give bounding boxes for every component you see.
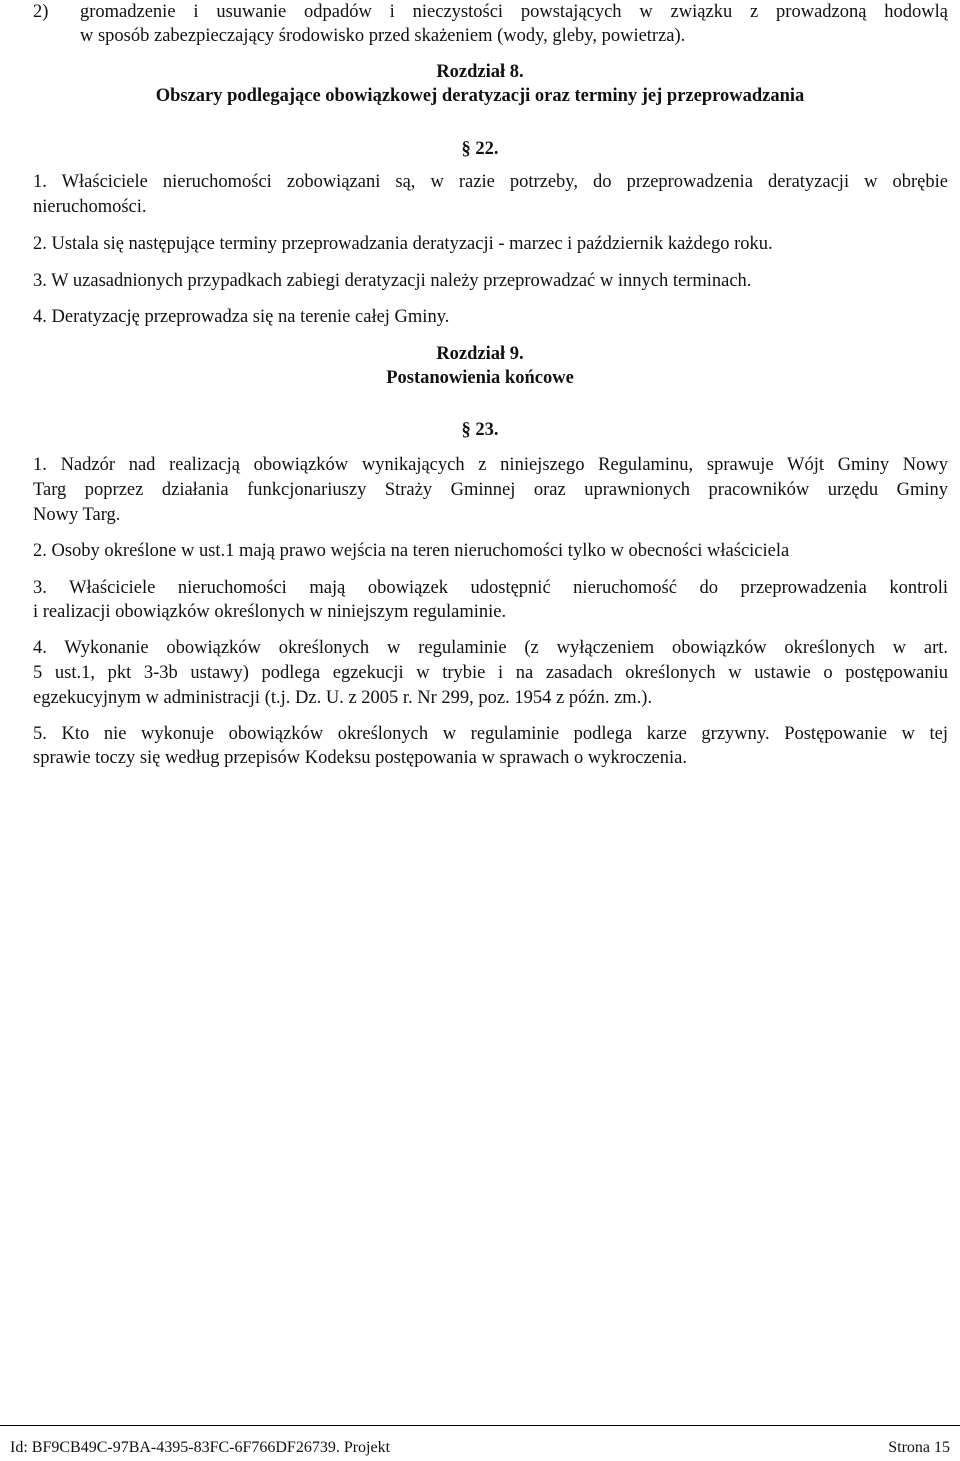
- ch9-p3-line1: 3. Właściciele nieruchomości mają obowiązek udostępnić nieruchomość do przeprowadzenia kontroli: [33, 578, 948, 598]
- chapter9-section: § 23.: [461, 420, 499, 440]
- chapter9-subtitle: Postanowienia końcowe: [386, 368, 574, 388]
- item2-line2: w sposób zabezpieczający środowisko przed skażeniem (wody, gleby, powietrza).: [80, 26, 686, 46]
- ch9-p1-line2: Targ poprzez działania funkcjonariuszy Straży Gminnej oraz uprawnionych pracowników urzędu Gminy: [33, 480, 948, 500]
- ch9-p1-line3: Nowy Targ.: [33, 505, 121, 525]
- ch8-p4: 4. Deratyzację przeprowadza się na terenie całej Gminy.: [33, 307, 450, 327]
- chapter8-subtitle: Obszary podlegające obowiązkowej deratyzacji oraz terminy jej przeprowadzania: [155, 86, 805, 106]
- chapter8-title: Rozdział 8.: [436, 62, 524, 82]
- footer-page-number: Strona 15: [888, 1439, 950, 1456]
- ch8-p2: 2. Ustala się następujące terminy przeprowadzania deratyzacji - marzec i październik każdego roku.: [33, 234, 773, 254]
- ch9-p4-line2: 5 ust.1, pkt 3-3b ustawy) podlega egzekucji w trybie i na zasadach określonych w ustawie o postępowaniu: [33, 663, 948, 683]
- ch8-p1-line1: 1. Właściciele nieruchomości zobowiązani są, w razie potrzeby, do przeprowadzenia deratyzacji w obrębie: [33, 172, 948, 192]
- item2-line1: gromadzenie i usuwanie odpadów i nieczystości powstających w związku z prowadzoną hodowlą: [80, 2, 948, 22]
- ch9-p2: 2. Osoby określone w ust.1 mają prawo wejścia na teren nieruchomości tylko w obecności właściciela: [33, 541, 790, 561]
- chapter8-section: § 22.: [461, 139, 499, 159]
- footer-document-id: Id: BF9CB49C-97BA-4395-83FC-6F766DF26739. Projekt: [10, 1439, 391, 1456]
- footer-rule: [0, 1425, 960, 1426]
- ch8-p3: 3. W uzasadnionych przypadkach zabiegi deratyzacji należy przeprowadzać w innych terminach.: [33, 271, 752, 291]
- list-marker: 2): [33, 2, 49, 22]
- ch9-p1-line1: 1. Nadzór nad realizacją obowiązków wynikających z niniejszego Regulaminu, sprawuje Wójt Gminy Nowy: [33, 455, 948, 475]
- chapter9-title: Rozdział 9.: [436, 344, 524, 364]
- ch8-p1-line2: nieruchomości.: [33, 197, 147, 217]
- ch9-p5-line1: 5. Kto nie wykonuje obowiązków określonych w regulaminie podlega karze grzywny. Postępowanie w tej: [33, 724, 948, 744]
- ch9-p4-line3: egzekucyjnym w administracji (t.j. Dz. U. z 2005 r. Nr 299, poz. 1954 z późn. zm.).: [33, 688, 653, 708]
- ch9-p4-line1: 4. Wykonanie obowiązków określonych w regulaminie (z wyłączeniem obowiązków określonych w art.: [33, 638, 948, 658]
- ch9-p5-line2: sprawie toczy się według przepisów Kodeksu postępowania w sprawach o wykroczenia.: [33, 748, 687, 768]
- ch9-p3-line2: i realizacji obowiązków określonych w niniejszym regulaminie.: [33, 602, 507, 622]
